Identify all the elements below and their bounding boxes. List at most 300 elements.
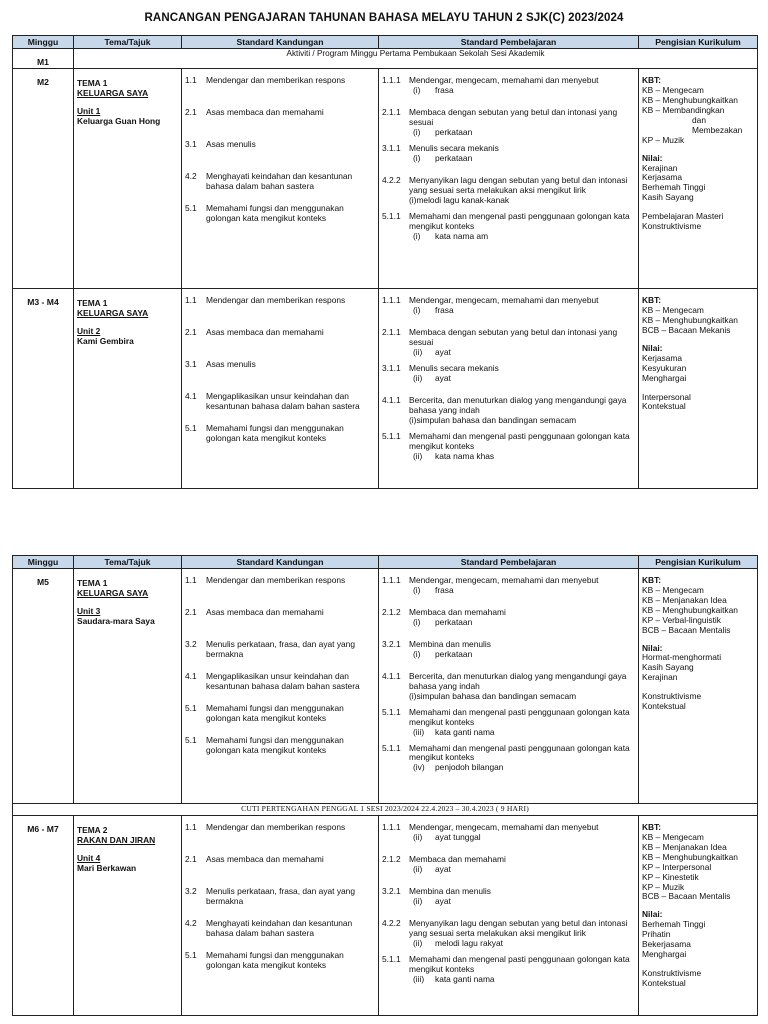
sk-text: Menulis perkataan, frasa, dan ayat yang bermakna xyxy=(206,639,355,660)
sp-item xyxy=(382,708,635,738)
sp-body xyxy=(409,396,635,426)
sp-body xyxy=(409,672,635,702)
sp-sub-text: kata nama am xyxy=(435,230,489,241)
sp-sub-text: perkataan xyxy=(435,649,473,660)
sk-number: 4.1 xyxy=(185,671,197,682)
sp-item xyxy=(382,955,635,985)
sp-sub-numeral: (i) xyxy=(413,230,421,241)
sk-item xyxy=(185,204,375,230)
sp-sub-numeral: (i) xyxy=(413,85,421,96)
sk-item xyxy=(185,576,375,602)
sp-item xyxy=(382,364,635,390)
sp-sub xyxy=(409,306,635,316)
sp-number: 4.1.1 xyxy=(382,395,401,405)
standard-kandungan-cell xyxy=(182,816,379,1016)
sp-sub xyxy=(409,128,635,138)
sp-sub xyxy=(409,348,635,358)
nilai-label: Nilai: xyxy=(642,642,663,653)
kbt-item: KB – Mengecam xyxy=(642,832,704,843)
sp-sub xyxy=(409,196,635,206)
sp-sub xyxy=(409,452,635,462)
sp-item xyxy=(382,608,635,634)
nilai-item: Menghargai xyxy=(642,372,687,383)
sp-item xyxy=(382,296,635,322)
sp-number: 2.1.1 xyxy=(382,107,401,118)
sk-number: 3.2 xyxy=(185,886,197,897)
kbt-label: KBT: xyxy=(642,295,662,306)
sk-item xyxy=(185,108,375,134)
plan-table-1 xyxy=(12,35,758,489)
sp-sub-numeral: (iv) xyxy=(413,762,425,773)
sp-sub-text: frasa xyxy=(435,305,454,316)
sk-item xyxy=(185,608,375,634)
sk-text: Memahami fungsi dan menggunakan golongan kata mengikut konteks xyxy=(206,423,344,444)
approach-item: Konstruktivisme xyxy=(642,967,702,978)
sp-sub-text: melodi lagu rakyat xyxy=(435,937,503,948)
sp-body xyxy=(409,608,635,634)
sp-body xyxy=(409,108,635,138)
sk-item xyxy=(185,640,375,666)
sp-sub xyxy=(409,692,635,702)
sk-text: Menghayati keindahan dan kesantunan bahasa dalam bahan sastera xyxy=(206,918,353,939)
sk-text: Menghayati keindahan dan kesantunan bahasa dalam bahan sastera xyxy=(206,171,353,192)
sp-text: Mendengar, mengecam, memahami dan menyebut xyxy=(409,75,599,86)
sp-number: 5.1.1 xyxy=(382,210,401,221)
standard-kandungan-cell xyxy=(182,69,379,289)
table-row xyxy=(13,816,758,1016)
sk-text: Memahami fungsi dan menggunakan golongan kata mengikut konteks xyxy=(206,950,344,971)
sk-number: 2.1 xyxy=(185,607,197,618)
kbt-label: KBT: xyxy=(642,575,662,586)
sp-sub-numeral: (i) xyxy=(413,305,421,316)
nilai-item: Kerjasama xyxy=(642,172,683,183)
pengisian-kurikulum-cell xyxy=(639,569,758,804)
sp-text: Membina dan menulis xyxy=(409,639,491,650)
sp-text: Bercerita, dan menuturkan dialog yang mengandungi gaya bahasa yang indah xyxy=(409,671,627,692)
unit-label: Unit 3 xyxy=(77,605,101,616)
sp-sub-text: (i)melodi lagu kanak-kanak xyxy=(409,194,510,205)
sp-text: Memahami dan mengenal pasti penggunaan golongan kata mengikut konteks xyxy=(409,430,630,451)
kbt-item: KB – Membandingkan xyxy=(642,105,725,115)
header-pengisian-kurikulum: Pengisian Kurikulum xyxy=(639,556,758,569)
header-tema: Tema/Tajuk xyxy=(74,36,182,49)
sp-sub xyxy=(409,897,635,907)
sp-sub-numeral: (ii) xyxy=(413,937,423,948)
sp-text: Membaca dan memahami xyxy=(409,607,506,618)
sp-number: 1.1.1 xyxy=(382,822,401,833)
sp-text: Membaca dengan sebutan yang betul dan intonasi yang sesuai xyxy=(409,327,618,348)
sk-item xyxy=(185,76,375,102)
sp-sub-text: ayat xyxy=(435,347,451,358)
sk-item xyxy=(185,328,375,354)
week-cell: M5 xyxy=(13,569,74,804)
kbt-item: BCB – Bacaan Mentalis xyxy=(642,891,731,902)
sp-sub-text: frasa xyxy=(435,585,454,596)
theme-name: KELUARGA SAYA xyxy=(77,308,149,319)
sk-text: Asas membaca dan memahami xyxy=(206,107,324,118)
sp-number: 3.2.1 xyxy=(382,639,401,650)
sp-item xyxy=(382,744,635,774)
sp-sub-numeral: (ii) xyxy=(413,450,423,461)
sp-sub-text: kata ganti nama xyxy=(435,973,495,984)
sp-text: Membina dan menulis xyxy=(409,886,491,897)
sp-text: Mendengar, mengecam, memahami dan menyebut xyxy=(409,822,599,833)
sp-item xyxy=(382,328,635,358)
nilai-item: Hormat-menghormati xyxy=(642,652,722,663)
sp-body xyxy=(409,919,635,949)
kbt-item: KB – Menjanakan Idea xyxy=(642,594,727,605)
sk-number: 5.1 xyxy=(185,423,197,434)
sp-body xyxy=(409,855,635,881)
standard-kandungan-cell xyxy=(182,289,379,489)
holiday-row xyxy=(13,804,758,816)
sp-body xyxy=(409,823,635,849)
sk-text: Memahami fungsi dan menggunakan golongan kata mengikut konteks xyxy=(206,703,344,724)
sk-text: Asas membaca dan memahami xyxy=(206,607,324,618)
sp-item xyxy=(382,576,635,602)
sk-item xyxy=(185,140,375,166)
kbt-item: KB – Menghubungkaitkan xyxy=(642,315,738,326)
sp-body xyxy=(409,955,635,985)
sk-number: 4.1 xyxy=(185,391,197,402)
sk-text: Asas menulis xyxy=(206,139,256,150)
sp-sub-text: perkataan xyxy=(435,127,473,138)
kbt-item: KB – Mengecam xyxy=(642,305,704,316)
sk-number: 5.1 xyxy=(185,703,197,714)
nilai-item: Berhemah Tinggi xyxy=(642,182,706,193)
sp-item xyxy=(382,396,635,426)
sk-text: Asas menulis xyxy=(206,359,256,370)
sp-text: Menulis secara mekanis xyxy=(409,143,499,153)
sp-sub xyxy=(409,833,635,843)
theme-label: TEMA 2 xyxy=(77,825,108,836)
sp-number: 4.1.1 xyxy=(382,671,401,682)
sk-item xyxy=(185,392,375,418)
sk-item xyxy=(185,360,375,386)
sp-sub-numeral: (ii) xyxy=(413,896,423,907)
sp-sub-numeral: (i) xyxy=(413,152,421,163)
sk-item xyxy=(185,172,375,198)
sk-item xyxy=(185,672,375,698)
kbt-item: KB – Mengecam xyxy=(642,585,704,596)
sk-number: 1.1 xyxy=(185,575,197,586)
sp-item xyxy=(382,432,635,462)
sp-item xyxy=(382,887,635,913)
header-standard-kandungan: Standard Kandungan xyxy=(182,36,379,49)
sk-item xyxy=(185,855,375,881)
sk-number: 5.1 xyxy=(185,203,197,214)
sp-text: Mendengar, mengecam, memahami dan menyebut xyxy=(409,295,599,306)
kbt-item: KP – Interpersonal xyxy=(642,861,712,872)
sp-sub xyxy=(409,86,635,96)
sp-sub-numeral: (ii) xyxy=(413,832,423,843)
sk-number: 5.1 xyxy=(185,735,197,746)
sp-sub xyxy=(409,763,635,773)
sp-text: Menyanyikan lagu dengan sebutan yang betul dan intonasi yang sesuai serta melakukan aksi mengikut lirik xyxy=(409,918,628,939)
table-row xyxy=(13,569,758,804)
sk-item xyxy=(185,704,375,730)
sp-sub-text: (i)simpulan bahasa dan bandingan semacam xyxy=(409,690,577,701)
sp-text: Memahami dan mengenal pasti penggunaan golongan kata mengikut konteks xyxy=(409,742,630,763)
sp-body xyxy=(409,364,635,390)
sp-body xyxy=(409,640,635,666)
sp-item xyxy=(382,672,635,702)
sk-item xyxy=(185,296,375,322)
kbt-item: KP – Muzik xyxy=(642,134,685,145)
table-header-row xyxy=(13,36,758,49)
sp-sub-text: perkataan xyxy=(435,617,473,628)
tema-cell xyxy=(74,816,182,1016)
theme-name: KELUARGA SAYA xyxy=(77,588,149,599)
pengisian-kurikulum-cell xyxy=(639,69,758,289)
sp-sub-numeral: (i) xyxy=(413,585,421,596)
tema-cell xyxy=(74,289,182,489)
pengisian-kurikulum-cell xyxy=(639,816,758,1016)
sk-text: Memahami fungsi dan menggunakan golongan kata mengikut konteks xyxy=(206,735,344,756)
sk-number: 3.1 xyxy=(185,139,197,150)
sk-item xyxy=(185,919,375,945)
approach-item: Interpersonal xyxy=(642,391,691,402)
sp-sub xyxy=(409,618,635,628)
sp-sub-text: ayat xyxy=(435,864,451,875)
sp-number: 1.1.1 xyxy=(382,575,401,586)
approach-item: Kontekstual xyxy=(642,701,686,712)
sp-number: 3.1.1 xyxy=(382,363,401,373)
theme-name: RAKAN DAN JIRAN xyxy=(77,835,156,846)
kbt-item: KB – Menjanakan Idea xyxy=(642,841,727,852)
sp-text: Membaca dan memahami xyxy=(409,854,506,865)
sp-sub-numeral: (ii) xyxy=(413,347,423,358)
kbt-item: KP – Muzik xyxy=(642,881,685,892)
sp-number: 1.1.1 xyxy=(382,295,401,306)
sp-body xyxy=(409,576,635,602)
sp-sub xyxy=(409,232,635,242)
table-row xyxy=(13,69,758,289)
sk-number: 1.1 xyxy=(185,75,197,86)
sp-text: Membaca dengan sebutan yang betul dan intonasi yang sesuai xyxy=(409,107,618,128)
sp-text: Memahami dan mengenal pasti penggunaan golongan kata mengikut konteks xyxy=(409,210,630,231)
sp-number: 4.2.2 xyxy=(382,918,401,929)
unit-name: Saudara-mara Saya xyxy=(77,615,155,626)
nilai-label: Nilai: xyxy=(642,909,663,920)
sk-text: Memahami fungsi dan menggunakan golongan kata mengikut konteks xyxy=(206,203,344,224)
sp-sub-numeral: (ii) xyxy=(413,372,423,383)
nilai-item: Berhemah Tinggi xyxy=(642,919,706,930)
nilai-item: Prihatin xyxy=(642,929,671,940)
approach-item: Konstruktivisme xyxy=(642,691,702,702)
kbt-label: KBT: xyxy=(642,75,662,86)
sp-sub-numeral: (iii) xyxy=(413,973,425,984)
sk-number: 4.2 xyxy=(185,171,197,182)
theme-label: TEMA 1 xyxy=(77,578,108,589)
sp-body xyxy=(409,76,635,102)
nilai-item: Kasih Sayang xyxy=(642,192,694,203)
sp-number: 1.1.1 xyxy=(382,75,401,86)
sk-text: Mendengar dan memberikan respons xyxy=(206,822,346,833)
sp-text: Memahami dan mengenal pasti penggunaan golongan kata mengikut konteks xyxy=(409,953,630,974)
header-standard-kandungan: Standard Kandungan xyxy=(182,556,379,569)
unit-name: Kami Gembira xyxy=(77,336,134,346)
sp-sub xyxy=(409,650,635,660)
kbt-item: BCB – Bacaan Mentalis xyxy=(642,624,731,635)
sp-text: Menulis secara mekanis xyxy=(409,363,499,373)
nilai-item: Kerajinan xyxy=(642,162,678,173)
sp-sub xyxy=(409,154,635,164)
tema-cell xyxy=(74,69,182,289)
sp-item xyxy=(382,855,635,881)
kbt-label: KBT: xyxy=(642,822,662,833)
nilai-item: Kasih Sayang xyxy=(642,662,694,673)
sk-number: 2.1 xyxy=(185,327,197,338)
sp-sub-numeral: (i) xyxy=(413,617,421,628)
sp-sub xyxy=(409,865,635,875)
nilai-label: Nilai: xyxy=(642,152,663,163)
sp-sub-text: penjodoh bilangan xyxy=(435,762,504,773)
sp-body xyxy=(409,744,635,774)
week-cell: M6 - M7 xyxy=(13,816,74,1016)
m1-activity: Aktiviti / Program Minggu Pertama Pembukaan Sekolah Sesi Akademik xyxy=(74,49,758,69)
standard-pembelajaran-cell xyxy=(379,816,639,1016)
sp-number: 2.1.1 xyxy=(382,327,401,338)
sp-item xyxy=(382,144,635,170)
kbt-item: KB – Menghubungkaitkan xyxy=(642,95,738,106)
table-header-row xyxy=(13,556,758,569)
sk-item xyxy=(185,823,375,849)
approach-item: Kontekstual xyxy=(642,401,686,412)
unit-name: Mari Berkawan xyxy=(77,862,137,873)
sk-text: Menulis perkataan, frasa, dan ayat yang bermakna xyxy=(206,886,355,907)
sp-sub-numeral: (i) xyxy=(413,649,421,660)
unit-label: Unit 4 xyxy=(77,852,101,863)
theme-name: KELUARGA SAYA xyxy=(77,88,149,99)
sp-number: 2.1.2 xyxy=(382,607,401,618)
sp-sub xyxy=(409,728,635,738)
sk-number: 2.1 xyxy=(185,107,197,118)
sp-body xyxy=(409,432,635,462)
week-cell: M1 xyxy=(13,49,74,69)
sk-text: Mendengar dan memberikan respons xyxy=(206,575,346,586)
table-row-m1 xyxy=(13,49,758,69)
sp-text: Bercerita, dan menuturkan dialog yang mengandungi gaya bahasa yang indah xyxy=(409,395,627,415)
sp-text: Menyanyikan lagu dengan sebutan yang betul dan intonasi yang sesuai serta melakukan aksi mengikut lirik xyxy=(409,175,628,195)
standard-kandungan-cell xyxy=(182,569,379,804)
sp-item xyxy=(382,108,635,138)
kbt-item: BCB – Bacaan Mekanis xyxy=(642,325,731,335)
header-pengisian-kurikulum: Pengisian Kurikulum xyxy=(639,36,758,49)
sp-sub-text: kata nama khas xyxy=(435,450,495,461)
sp-item xyxy=(382,212,635,242)
sp-item xyxy=(382,176,635,206)
sp-number: 3.1.1 xyxy=(382,143,401,153)
sk-number: 3.1 xyxy=(185,359,197,370)
theme-label: TEMA 1 xyxy=(77,298,108,309)
sp-body xyxy=(409,212,635,242)
sp-body xyxy=(409,144,635,170)
unit-label: Unit 1 xyxy=(77,106,101,117)
header-minggu: Minggu xyxy=(13,556,74,569)
sp-sub-text: ayat tunggal xyxy=(435,832,481,843)
sp-body xyxy=(409,296,635,322)
nilai-item: Kerajinan xyxy=(642,672,678,683)
sk-number: 4.2 xyxy=(185,918,197,929)
header-minggu: Minggu xyxy=(13,36,74,49)
sp-sub-numeral: (ii) xyxy=(413,864,423,875)
sp-item xyxy=(382,640,635,666)
sp-number: 5.1.1 xyxy=(382,430,401,441)
holiday-notice: CUTI PERTENGAHAN PENGGAL 1 SESI 2023/2024 22.4.2023 – 30.4.2023 ( 9 HARI) xyxy=(13,804,758,816)
sk-item xyxy=(185,887,375,913)
sp-number: 5.1.1 xyxy=(382,706,401,717)
sp-number: 5.1.1 xyxy=(382,742,401,753)
nilai-label: Nilai: xyxy=(642,342,663,353)
sp-body xyxy=(409,708,635,738)
nilai-item: Kerjasama xyxy=(642,352,683,363)
sk-text: Asas membaca dan memahami xyxy=(206,854,324,865)
approach-item: Konstruktivisme xyxy=(642,221,702,232)
sp-body xyxy=(409,887,635,913)
sp-text: Memahami dan mengenal pasti penggunaan golongan kata mengikut konteks xyxy=(409,706,630,727)
sp-item xyxy=(382,76,635,102)
sp-sub xyxy=(409,416,635,426)
sp-sub xyxy=(409,374,635,384)
header-standard-pembelajaran: Standard Pembelajaran xyxy=(379,556,639,569)
sk-number: 1.1 xyxy=(185,822,197,833)
sk-number: 5.1 xyxy=(185,950,197,961)
unit-label: Unit 2 xyxy=(77,326,101,337)
sk-number: 2.1 xyxy=(185,854,197,865)
week-cell: M2 xyxy=(13,69,74,289)
kbt-item: KP – Verbal-linguistik xyxy=(642,614,721,625)
nilai-item: Kesyukuran xyxy=(642,362,687,373)
kbt-item: dan Membezakan xyxy=(692,114,743,135)
sp-number: 4.2.2 xyxy=(382,175,401,185)
header-standard-pembelajaran: Standard Pembelajaran xyxy=(379,36,639,49)
sk-number: 3.2 xyxy=(185,639,197,650)
approach-item: Kontekstual xyxy=(642,977,686,988)
sp-sub-text: ayat xyxy=(435,372,451,383)
sk-item xyxy=(185,424,375,450)
sp-item xyxy=(382,919,635,949)
page-title: RANCANGAN PENGAJARAN TAHUNAN BAHASA MELAYU TAHUN 2 SJK(C) 2023/2024 xyxy=(144,12,624,24)
kbt-item: KB – Menghubungkaitkan xyxy=(642,604,738,615)
sp-text: Mendengar, mengecam, memahami dan menyebut xyxy=(409,575,599,586)
nilai-item: Menghargai xyxy=(642,949,687,960)
sk-item xyxy=(185,736,375,762)
standard-pembelajaran-cell xyxy=(379,69,639,289)
header-tema: Tema/Tajuk xyxy=(74,556,182,569)
sp-sub xyxy=(409,586,635,596)
sp-sub-text: kata ganti nama xyxy=(435,726,495,737)
sp-sub xyxy=(409,975,635,985)
sk-text: Mendengar dan memberikan respons xyxy=(206,75,346,86)
sp-sub-text: frasa xyxy=(435,85,454,96)
sp-sub-numeral: (iii) xyxy=(413,726,425,737)
kbt-item: KB – Mengecam xyxy=(642,85,704,96)
kbt-item: KP – Kinestetik xyxy=(642,871,699,882)
sp-item xyxy=(382,823,635,849)
sk-item xyxy=(185,951,375,977)
sk-text: Mengaplikasikan unsur keindahan dan kesantunan bahasa dalam bahan sastera xyxy=(206,671,360,692)
plan-table-2 xyxy=(12,555,758,1016)
kbt-item: KB – Menghubungkaitkan xyxy=(642,851,738,862)
tema-cell xyxy=(74,569,182,804)
sp-sub-text: (i)simpulan bahasa dan bandingan semacam xyxy=(409,414,577,425)
sk-text: Mengaplikasikan unsur keindahan dan kesantunan bahasa dalam bahan sastera xyxy=(206,391,360,412)
sp-body xyxy=(409,176,635,206)
nilai-item: Bekerjasama xyxy=(642,939,691,950)
table-row xyxy=(13,289,758,489)
standard-pembelajaran-cell xyxy=(379,289,639,489)
